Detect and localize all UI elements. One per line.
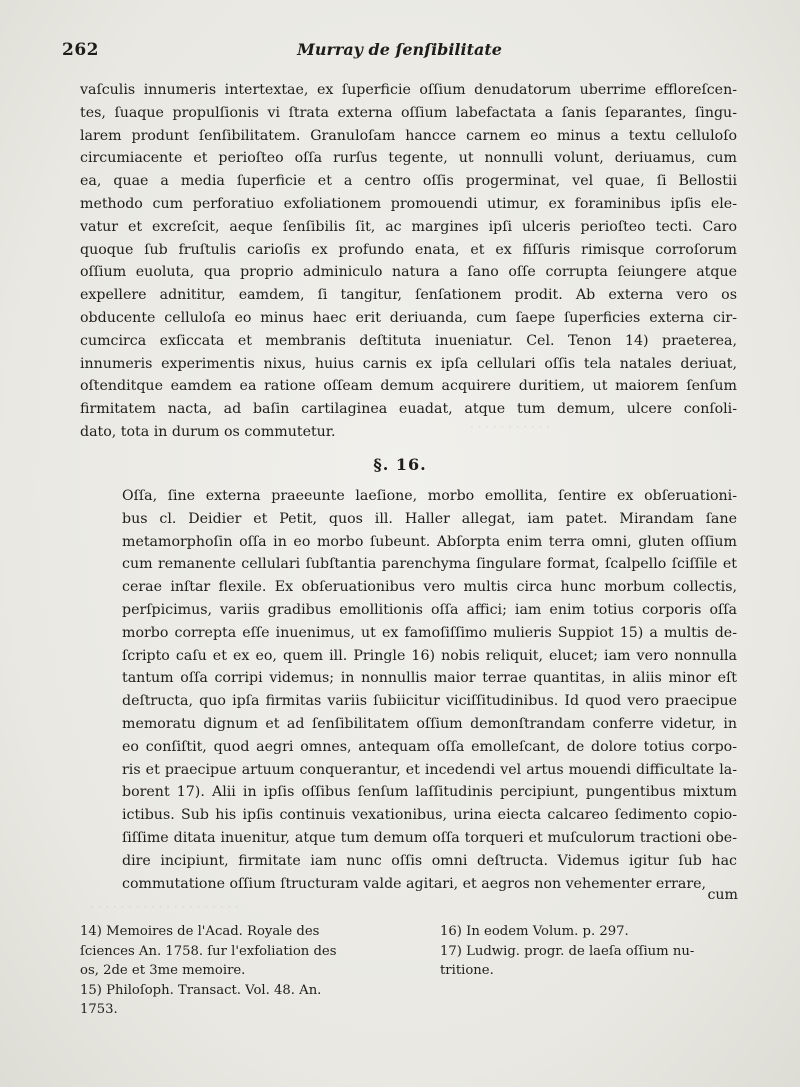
text-line: commutatione oſſium ſtructuram valde agitari, et aegros non vehementer errare, (122, 875, 707, 892)
text-line: expellere adnititur, eamdem, ſi tangitur, ſenſationem prodit. Ab externa vero os (80, 287, 737, 304)
text-line: cum remanente cellulari ſubſtantia parenchyma ſingulare format, ſcalpello ſciſſile et (122, 556, 737, 573)
paragraph-2 (80, 485, 737, 895)
text-line: firmitatem nacta, ad baſin cartilaginea euadat, atque tum demum, ulcere conſoli- (80, 401, 737, 418)
text-line: methodo cum perforatiuo exfoliationem promouendi utimur, ex foraminibus ipſis ele- (80, 195, 737, 212)
footnote-line: tritione. (440, 963, 494, 978)
text-line: ris et praecipue artuum conquerantur, et incedendi vel artus mouendi difficultate la- (122, 761, 737, 778)
footnote (80, 981, 415, 1020)
text-line: tes, ſuaque propulſionis vi ſtrata externa oſſium labefactata a ſanis ſeparantes, ſingu- (80, 104, 737, 121)
show-through-text: · · · · · · · · · · · (470, 420, 551, 434)
text-line: bus cl. Deidier et Petit, quos ill. Haller allegat, iam patet. Mirandam ſane (122, 510, 737, 527)
footnote (80, 922, 415, 981)
text-line: innumeris experimentis nixus, huius carnis ex ipſa cellulari oſſis tela natales deriuat, (80, 355, 737, 372)
text-line: ictibus. Sub his ipſis continuis vexationibus, urina eiecta calcareo ſedimento copio- (122, 807, 737, 824)
footnote-line: 17) Ludwig. progr. de laeſa oſſium nu- (440, 943, 695, 959)
text-line: perſpicimus, variis gradibus emollitionis oſſa affici; iam enim totius corporis oſſa (122, 601, 737, 618)
footnote (440, 922, 737, 942)
footnote (440, 942, 737, 981)
text-line: morbo correpta eſſe inuenimus, ut ex famoſiſſimo mulieris Suppiot 15) a multis de- (122, 624, 737, 641)
footnotes-right-column (440, 922, 737, 981)
footnote-line: os, 2de et 3me memoire. (80, 963, 246, 978)
text-line: eo conſiſtit, quod aegri omnes, antequam oſſa emolleſcant, de dolore totius corpo- (122, 738, 737, 755)
text-line: cumcirca exſiccata et membranis deſtituta inueniatur. Cel. Tenon 14) praeterea, (80, 332, 737, 349)
show-through-text: · · · · · · · · · · · · · · · · · · · · (90, 900, 239, 914)
page-number: 262 (62, 40, 99, 60)
footnote-line: 14) Memoires de l'Acad. Royale des (80, 924, 320, 939)
text-line: oſſium euoluta, qua proprio adminiculo natura a ſano oſſe corrupta ſeiungere atque (80, 264, 737, 281)
footnote-line: 15) Philoſoph. Transact. Vol. 48. An. (80, 982, 322, 998)
text-line: memoratu dignum et ad ſenſibilitatem oſſium demonſtrandam conferre videtur, in (122, 715, 737, 732)
footnote-line: ſciences An. 1758. ſur l'exfoliation des (80, 943, 337, 959)
running-title: Murray de ſenſibilitate (297, 40, 502, 59)
text-line: vatur et excreſcit, aeque ſenſibilis ſit, ac margines ipſi ulceris perioſteo tecti. Caro (80, 218, 737, 235)
paragraph-1 (80, 79, 737, 444)
text-line: dato, tota in durum os commutetur. (80, 423, 336, 440)
section-heading: §. 16. (373, 455, 427, 474)
text-line: deſtructa, quo ipſa firmitas variis ſubiicitur viciſſitudinibus. Id quod vero praecipue (122, 693, 737, 710)
text-line: oſtenditque eamdem ea ratione oſſeam demum acquirere duritiem, ut maiorem ſenſum (80, 378, 737, 395)
text-line: cerae inſtar flexile. Ex obſeruationibus vero multis circa hunc morbum collectis, (122, 579, 737, 596)
footnotes-left-column (80, 922, 415, 1020)
text-line: obducente celluloſa eo minus haec erit deriuanda, cum ſaepe ſuperficies externa cir- (80, 309, 737, 326)
text-line: borent 17). Alii in ipſis oſſibus ſenſum laſſitudinis percipiunt, pungentibus mixtum (122, 784, 737, 801)
footnote-line: 1753. (80, 1002, 118, 1017)
text-line: vaſculis innumeris intertextae, ex ſuperficie oſſium denudatorum uberrime effloreſcen- (80, 82, 737, 98)
catchword: cum (707, 887, 738, 903)
text-line: ea, quae a media ſuperficie et a centro oſſis progerminat, vel quae, ſi Bellostii (80, 173, 737, 190)
text-line: circumiacente et perioſteo oſſa rurſus tegente, ut nonnulli volunt, deriuamus, cum (80, 150, 737, 167)
text-line: larem produnt ſenſibilitatem. Granuloſam hancce carnem eo minus a textu celluloſo (80, 127, 737, 144)
text-line: metamorphoſin oſſa in eo morbo ſubeunt. Abſorpta enim terra omni, gluten oſſium (122, 533, 737, 550)
footnote-line: 16) In eodem Volum. p. 297. (440, 924, 629, 939)
text-line: Oſſa, ſine externa praeeunte laeſione, morbo emollita, ſentire ex obſeruationi- (122, 488, 737, 504)
text-line: dire incipiunt, firmitate iam nunc oſſis omni deſtructa. Videmus igitur ſub hac (122, 852, 737, 869)
text-line: ſiſſime ditata inuenitur, atque tum demum oſſa torqueri et muſculorum tractioni obe- (122, 829, 737, 846)
text-line: ſcripto caſu et ex eo, quem ill. Pringle 16) nobis reliquit, elucet; iam vero nonnulla (122, 647, 737, 664)
text-line: quoque ſub fruſtulis carioſis ex profundo enata, et ex fiſſuris rimisque corroſorum (80, 241, 737, 258)
text-line: tantum oſſa corripi videmus; in nonnullis maior terrae quantitas, in aliis minor eſt (122, 670, 737, 687)
page-header (62, 38, 737, 66)
